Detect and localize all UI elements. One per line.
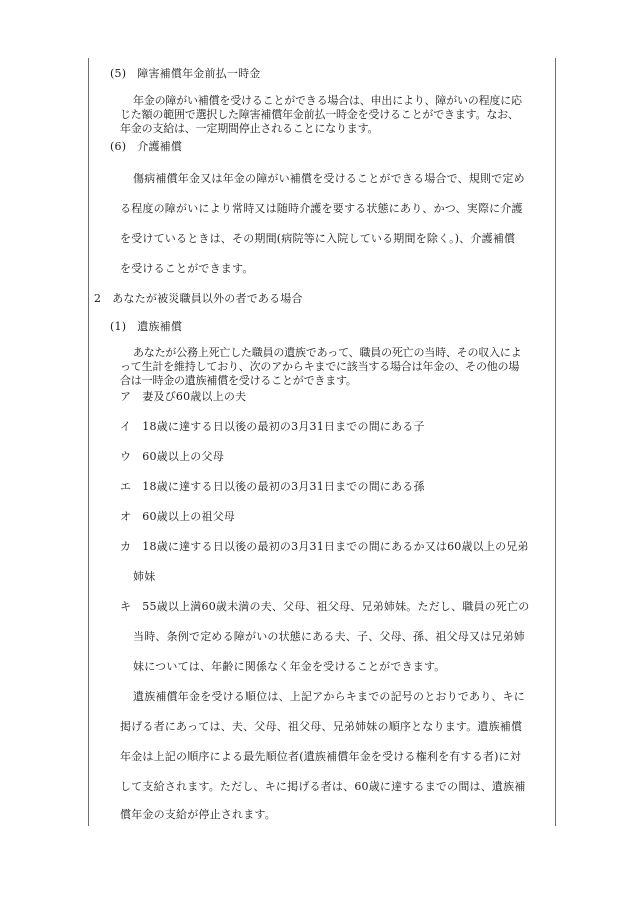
list-item: ア 妻及び60歳以上の夫 [120, 390, 247, 403]
item-label: ウ [120, 450, 132, 463]
item-label: オ [120, 510, 132, 523]
section-5-heading: (5) 障害補償年金前払一時金 [110, 67, 261, 80]
right-border-line [555, 58, 556, 826]
item-label: エ [120, 480, 132, 493]
section-6-line: 傷病補償年金又は年金の障がい補償を受けることができる場合で、規則で定め [133, 172, 525, 185]
list-item: カ 18歳に達する日以後の最初の3月31日までの間にあるか又は60歳以上の兄弟 [120, 540, 529, 553]
list-item-continuation: 姉妹 [133, 570, 156, 583]
section-6-line: る程度の障がいにより常時又は随時介護を要する状態にあり、かつ、実際に介護 [120, 202, 523, 215]
left-border-line [88, 58, 89, 826]
list-item: ウ 60歳以上の父母 [120, 450, 224, 463]
section-6-heading: (6) 介護補償 [110, 140, 183, 153]
subsection-1-line: 合は一時金の遺族補償を受けることができます。 [120, 374, 357, 387]
closing-line: 年金は上記の順序による最先順位者(遺族補償年金を受ける権利を有する者)に対 [120, 750, 521, 763]
subsection-1-line: あなたが公務上死亡した職員の遺族であって、職員の死亡の当時、その収入によ [133, 346, 522, 359]
item-label: カ [120, 540, 132, 553]
list-item-continuation: 当時、条例で定める障がいの状態にある夫、子、父母、孫、祖父母又は兄弟姉 [133, 630, 525, 643]
section-6-line: を受けているときは、その期間(病院等に入院している期間を除く。)、介護補償 [120, 232, 516, 245]
subsection-1-heading: (1) 遺族補償 [110, 320, 183, 333]
list-item-continuation: 妹については、年齢に関係なく年金を受けることができます。 [133, 660, 446, 673]
section-5-line: 年金の支給は、一定期間停止されることになります。 [120, 122, 379, 135]
section-5-line: じた額の範囲で選択した障害補償年金前払一時金を受けることができます。なお、 [120, 108, 519, 121]
list-item: オ 60歳以上の祖父母 [120, 510, 236, 523]
closing-line: して支給されます。ただし、キに掲げる者は、60歳に達するまでの間は、遺族補 [120, 780, 526, 793]
item-label: ア [120, 390, 132, 403]
list-item: イ 18歳に達する日以後の最初の3月31日までの間にある子 [120, 420, 425, 433]
list-item: キ 55歳以上満60歳未満の夫、父母、祖父母、兄弟姉妹。ただし、職員の死亡の [120, 600, 530, 613]
closing-line: 遺族補償年金を受ける順位は、上記アからキまでの記号のとおりであり、キに [133, 690, 525, 703]
section-6-line: を受けることができます。 [120, 262, 254, 275]
item-label: イ [120, 420, 132, 433]
closing-line: 掲げる者にあっては、夫、父母、祖父母、兄弟姉妹の順序となります。遺族補償 [120, 720, 523, 733]
subsection-1-line: って生計を維持しており、次のアからキまでに該当する場合は年金の、その他の場 [120, 360, 520, 373]
closing-line: 償年金の支給が停止されます。 [120, 808, 276, 821]
item-label: キ [120, 600, 132, 613]
list-item: エ 18歳に達する日以後の最初の3月31日までの間にある孫 [120, 480, 425, 493]
part-2-heading: 2 あなたが被災職員以外の者である場合 [94, 292, 303, 305]
section-5-line: 年金の障がい補償を受けることができる場合は、申出により、障がいの程度に応 [133, 94, 522, 107]
